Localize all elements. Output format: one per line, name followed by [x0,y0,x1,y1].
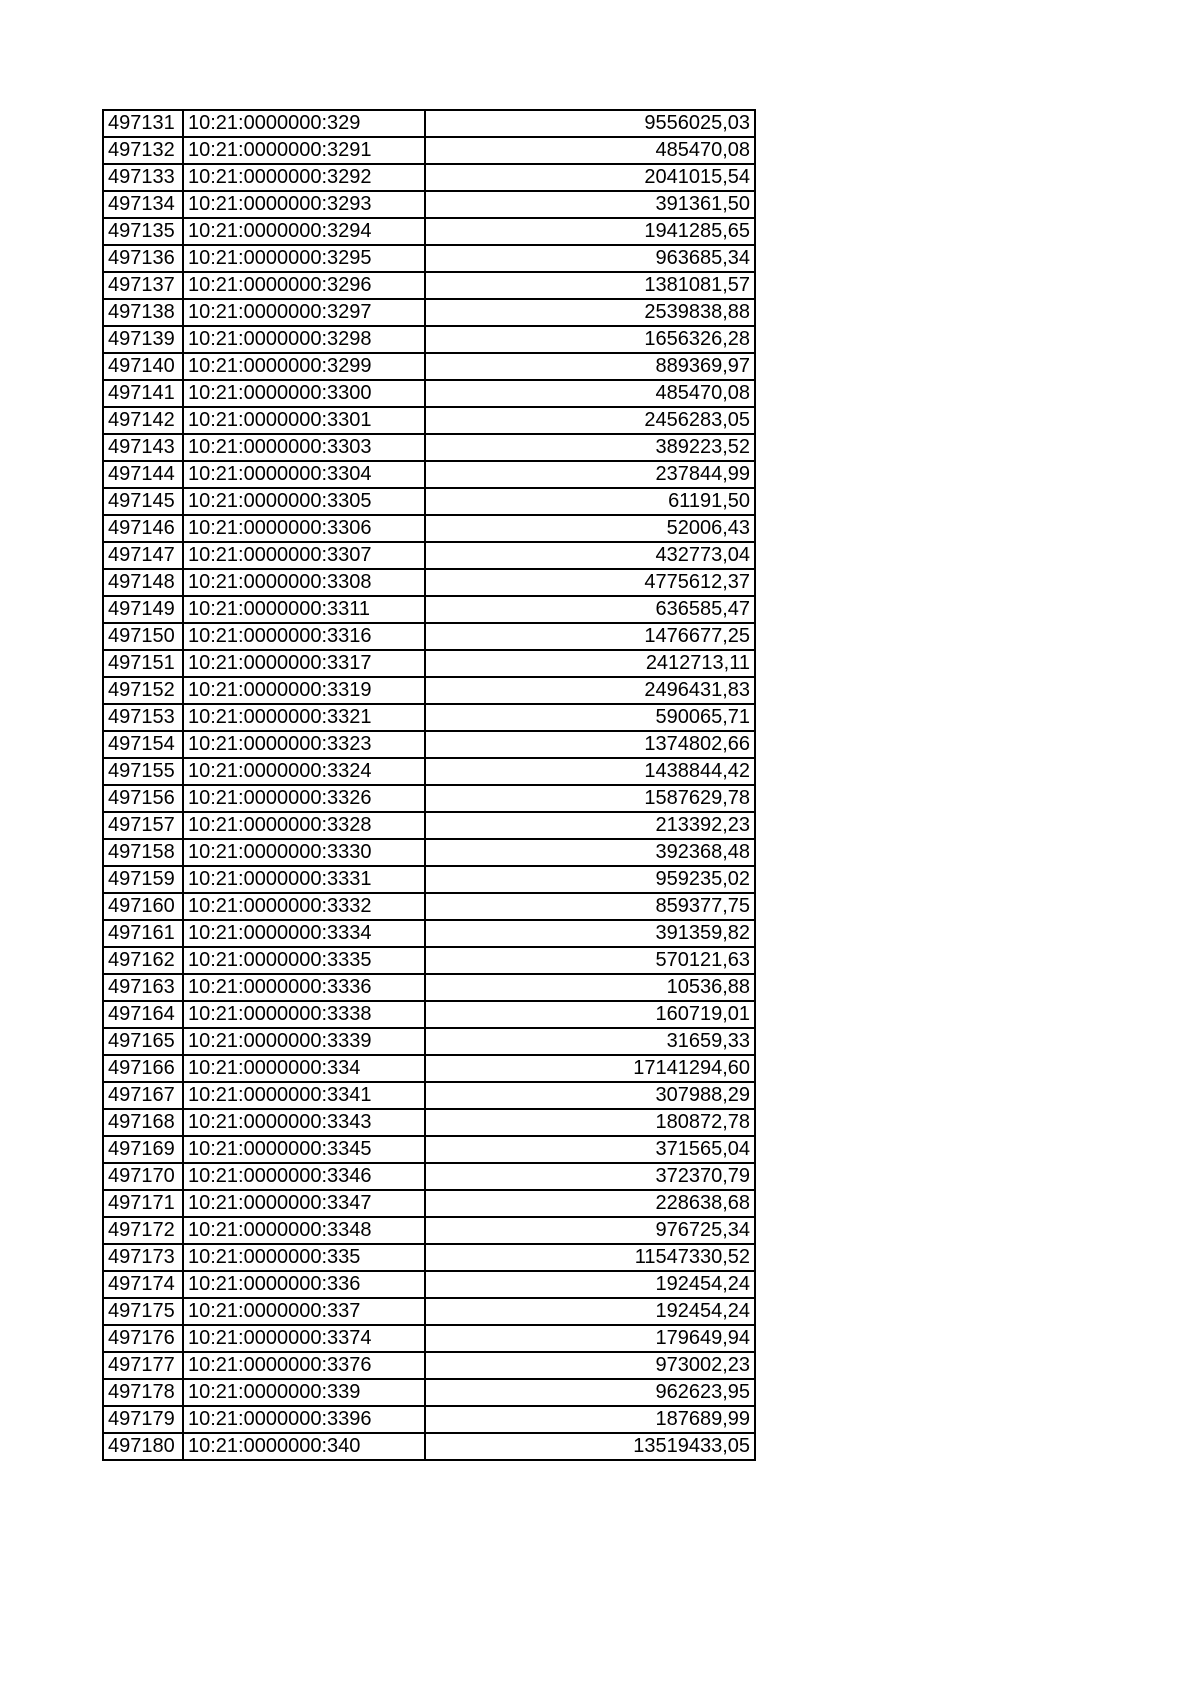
cadastral-number-cell: 10:21:0000000:3328 [183,812,425,839]
table-row [103,758,755,785]
cadastral-number-cell: 10:21:0000000:3343 [183,1109,425,1136]
table-row [103,623,755,650]
amount-cell: 392368,48 [425,839,755,866]
cadastral-number-cell: 10:21:0000000:3298 [183,326,425,353]
parcel-table-body [103,110,755,1460]
row-number-cell: 497138 [103,299,183,326]
amount-cell: 13519433,05 [425,1433,755,1460]
table-row [103,1406,755,1433]
row-number-cell: 497172 [103,1217,183,1244]
row-number-cell: 497175 [103,1298,183,1325]
row-number-cell: 497169 [103,1136,183,1163]
amount-cell: 187689,99 [425,1406,755,1433]
table-row [103,1001,755,1028]
row-number-cell: 497155 [103,758,183,785]
table-row [103,1244,755,1271]
cadastral-number-cell: 10:21:0000000:3338 [183,1001,425,1028]
amount-cell: 2041015,54 [425,164,755,191]
table-row [103,515,755,542]
table-row [103,1271,755,1298]
table-row [103,1433,755,1460]
amount-cell: 889369,97 [425,353,755,380]
row-number-cell: 497134 [103,191,183,218]
table-row [103,461,755,488]
table-row [103,218,755,245]
table-row [103,110,755,137]
cadastral-number-cell: 10:21:0000000:339 [183,1379,425,1406]
amount-cell: 485470,08 [425,137,755,164]
row-number-cell: 497131 [103,110,183,137]
amount-cell: 1656326,28 [425,326,755,353]
amount-cell: 228638,68 [425,1190,755,1217]
row-number-cell: 497154 [103,731,183,758]
parcel-table [102,109,756,1461]
cadastral-number-cell: 10:21:0000000:340 [183,1433,425,1460]
cadastral-number-cell: 10:21:0000000:3348 [183,1217,425,1244]
cadastral-number-cell: 10:21:0000000:3335 [183,947,425,974]
row-number-cell: 497139 [103,326,183,353]
cadastral-number-cell: 10:21:0000000:3376 [183,1352,425,1379]
row-number-cell: 497177 [103,1352,183,1379]
row-number-cell: 497178 [103,1379,183,1406]
row-number-cell: 497158 [103,839,183,866]
row-number-cell: 497150 [103,623,183,650]
cadastral-number-cell: 10:21:0000000:3324 [183,758,425,785]
table-row [103,1379,755,1406]
row-number-cell: 497171 [103,1190,183,1217]
amount-cell: 1587629,78 [425,785,755,812]
table-row [103,866,755,893]
table-row [103,785,755,812]
row-number-cell: 497179 [103,1406,183,1433]
amount-cell: 4775612,37 [425,569,755,596]
amount-cell: 973002,23 [425,1352,755,1379]
cadastral-number-cell: 10:21:0000000:3304 [183,461,425,488]
amount-cell: 371565,04 [425,1136,755,1163]
amount-cell: 1438844,42 [425,758,755,785]
table-row [103,1352,755,1379]
row-number-cell: 497168 [103,1109,183,1136]
table-row [103,839,755,866]
cadastral-number-cell: 10:21:0000000:3330 [183,839,425,866]
table-row [103,1325,755,1352]
row-number-cell: 497163 [103,974,183,1001]
row-number-cell: 497133 [103,164,183,191]
cadastral-number-cell: 10:21:0000000:3308 [183,569,425,596]
amount-cell: 2456283,05 [425,407,755,434]
amount-cell: 963685,34 [425,245,755,272]
cadastral-number-cell: 10:21:0000000:3341 [183,1082,425,1109]
cadastral-number-cell: 10:21:0000000:3301 [183,407,425,434]
cadastral-number-cell: 10:21:0000000:334 [183,1055,425,1082]
amount-cell: 1374802,66 [425,731,755,758]
amount-cell: 391361,50 [425,191,755,218]
table-row [103,1190,755,1217]
cadastral-number-cell: 10:21:0000000:3294 [183,218,425,245]
row-number-cell: 497135 [103,218,183,245]
table-row [103,704,755,731]
row-number-cell: 497162 [103,947,183,974]
row-number-cell: 497146 [103,515,183,542]
row-number-cell: 497170 [103,1163,183,1190]
row-number-cell: 497173 [103,1244,183,1271]
amount-cell: 636585,47 [425,596,755,623]
row-number-cell: 497156 [103,785,183,812]
table-row [103,1217,755,1244]
cadastral-number-cell: 10:21:0000000:3317 [183,650,425,677]
row-number-cell: 497151 [103,650,183,677]
cadastral-number-cell: 10:21:0000000:3396 [183,1406,425,1433]
amount-cell: 2412713,11 [425,650,755,677]
cadastral-number-cell: 10:21:0000000:335 [183,1244,425,1271]
table-row [103,920,755,947]
amount-cell: 432773,04 [425,542,755,569]
cadastral-number-cell: 10:21:0000000:3332 [183,893,425,920]
table-row [103,191,755,218]
cadastral-number-cell: 10:21:0000000:3374 [183,1325,425,1352]
cadastral-number-cell: 10:21:0000000:3297 [183,299,425,326]
amount-cell: 391359,82 [425,920,755,947]
amount-cell: 61191,50 [425,488,755,515]
cadastral-number-cell: 10:21:0000000:3292 [183,164,425,191]
table-row [103,380,755,407]
cadastral-number-cell: 10:21:0000000:3306 [183,515,425,542]
amount-cell: 17141294,60 [425,1055,755,1082]
amount-cell: 962623,95 [425,1379,755,1406]
table-row [103,1163,755,1190]
row-number-cell: 497136 [103,245,183,272]
row-number-cell: 497160 [103,893,183,920]
table-row [103,488,755,515]
cadastral-number-cell: 10:21:0000000:3336 [183,974,425,1001]
row-number-cell: 497144 [103,461,183,488]
amount-cell: 9556025,03 [425,110,755,137]
cadastral-number-cell: 10:21:0000000:336 [183,1271,425,1298]
amount-cell: 372370,79 [425,1163,755,1190]
row-number-cell: 497147 [103,542,183,569]
row-number-cell: 497161 [103,920,183,947]
amount-cell: 590065,71 [425,704,755,731]
row-number-cell: 497149 [103,596,183,623]
cadastral-number-cell: 10:21:0000000:3326 [183,785,425,812]
row-number-cell: 497145 [103,488,183,515]
amount-cell: 192454,24 [425,1271,755,1298]
amount-cell: 859377,75 [425,893,755,920]
row-number-cell: 497141 [103,380,183,407]
row-number-cell: 497137 [103,272,183,299]
table-row [103,434,755,461]
row-number-cell: 497152 [103,677,183,704]
table-row [103,542,755,569]
cadastral-number-cell: 10:21:0000000:3334 [183,920,425,947]
table-row [103,974,755,1001]
cadastral-number-cell: 10:21:0000000:3303 [183,434,425,461]
table-row [103,812,755,839]
amount-cell: 237844,99 [425,461,755,488]
cadastral-number-cell: 10:21:0000000:3316 [183,623,425,650]
table-row [103,299,755,326]
amount-cell: 959235,02 [425,866,755,893]
table-row [103,272,755,299]
cadastral-number-cell: 10:21:0000000:3307 [183,542,425,569]
row-number-cell: 497157 [103,812,183,839]
cadastral-number-cell: 10:21:0000000:3296 [183,272,425,299]
table-row [103,893,755,920]
table-row [103,569,755,596]
row-number-cell: 497143 [103,434,183,461]
cadastral-number-cell: 10:21:0000000:337 [183,1298,425,1325]
table-row [103,731,755,758]
amount-cell: 570121,63 [425,947,755,974]
amount-cell: 1381081,57 [425,272,755,299]
row-number-cell: 497180 [103,1433,183,1460]
table-row [103,407,755,434]
amount-cell: 2496431,83 [425,677,755,704]
cadastral-number-cell: 10:21:0000000:3305 [183,488,425,515]
cadastral-number-cell: 10:21:0000000:3299 [183,353,425,380]
table-row [103,164,755,191]
amount-cell: 2539838,88 [425,299,755,326]
cadastral-number-cell: 10:21:0000000:3311 [183,596,425,623]
row-number-cell: 497174 [103,1271,183,1298]
cadastral-number-cell: 10:21:0000000:3339 [183,1028,425,1055]
amount-cell: 213392,23 [425,812,755,839]
amount-cell: 389223,52 [425,434,755,461]
cadastral-number-cell: 10:21:0000000:329 [183,110,425,137]
table-row [103,1109,755,1136]
table-row [103,1298,755,1325]
table-row [103,1055,755,1082]
table-row [103,1028,755,1055]
table-row [103,650,755,677]
table-row [103,947,755,974]
cadastral-number-cell: 10:21:0000000:3293 [183,191,425,218]
amount-cell: 976725,34 [425,1217,755,1244]
table-row [103,326,755,353]
row-number-cell: 497166 [103,1055,183,1082]
table-row [103,353,755,380]
cadastral-number-cell: 10:21:0000000:3295 [183,245,425,272]
table-row [103,1136,755,1163]
amount-cell: 160719,01 [425,1001,755,1028]
cadastral-number-cell: 10:21:0000000:3345 [183,1136,425,1163]
amount-cell: 485470,08 [425,380,755,407]
amount-cell: 192454,24 [425,1298,755,1325]
table-row [103,245,755,272]
table-row [103,677,755,704]
table-row [103,1082,755,1109]
amount-cell: 1476677,25 [425,623,755,650]
amount-cell: 11547330,52 [425,1244,755,1271]
amount-cell: 10536,88 [425,974,755,1001]
amount-cell: 52006,43 [425,515,755,542]
row-number-cell: 497167 [103,1082,183,1109]
amount-cell: 180872,78 [425,1109,755,1136]
row-number-cell: 497153 [103,704,183,731]
cadastral-number-cell: 10:21:0000000:3321 [183,704,425,731]
cadastral-number-cell: 10:21:0000000:3331 [183,866,425,893]
table-row [103,137,755,164]
table-row [103,596,755,623]
row-number-cell: 497176 [103,1325,183,1352]
row-number-cell: 497164 [103,1001,183,1028]
cadastral-number-cell: 10:21:0000000:3319 [183,677,425,704]
amount-cell: 1941285,65 [425,218,755,245]
cadastral-number-cell: 10:21:0000000:3291 [183,137,425,164]
row-number-cell: 497140 [103,353,183,380]
row-number-cell: 497148 [103,569,183,596]
row-number-cell: 497165 [103,1028,183,1055]
amount-cell: 31659,33 [425,1028,755,1055]
amount-cell: 307988,29 [425,1082,755,1109]
amount-cell: 179649,94 [425,1325,755,1352]
row-number-cell: 497142 [103,407,183,434]
row-number-cell: 497132 [103,137,183,164]
row-number-cell: 497159 [103,866,183,893]
cadastral-number-cell: 10:21:0000000:3323 [183,731,425,758]
cadastral-number-cell: 10:21:0000000:3300 [183,380,425,407]
cadastral-number-cell: 10:21:0000000:3346 [183,1163,425,1190]
cadastral-number-cell: 10:21:0000000:3347 [183,1190,425,1217]
